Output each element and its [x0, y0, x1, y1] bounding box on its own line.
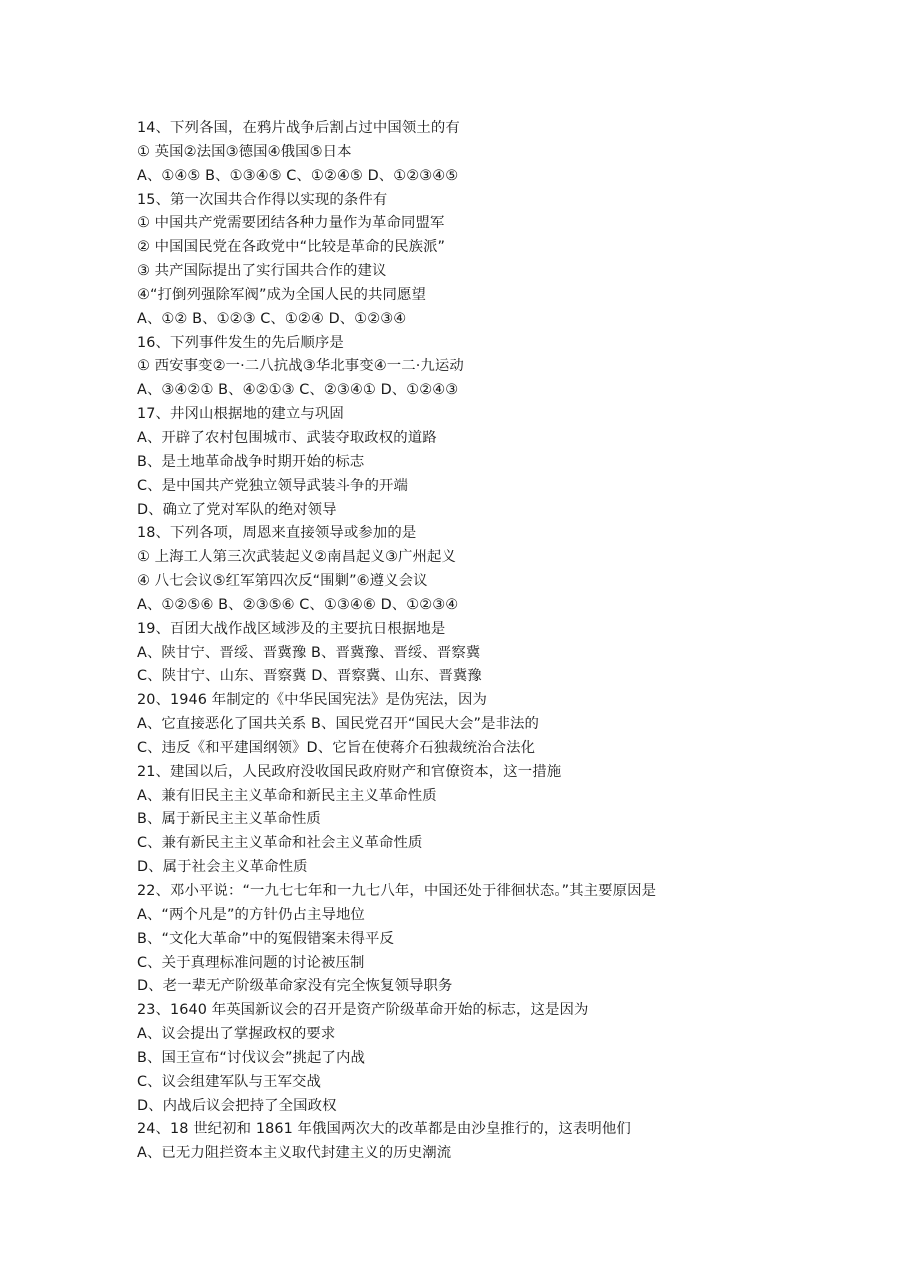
question-21-option-d: D、属于社会主义革命性质 [137, 859, 308, 876]
question-21-stem: 21、建国以后，人民政府没收国民政府财产和官僚资本，这一措施 [137, 763, 562, 780]
question-15-item-1: ① 中国共产党需要团结各种力量作为革命同盟军 [137, 215, 445, 232]
question-text-block [137, 117, 877, 1166]
question-14-options: A、①④⑤ B、①③④⑤ C、①②④⑤ D、①②③④⑤ [137, 167, 459, 184]
question-18-options: A、①②⑤⑥ B、②③⑤⑥ C、①③④⑥ D、①②③④ [137, 596, 459, 613]
question-17-option-b: B、是土地革命战争时期开始的标志 [137, 453, 365, 470]
question-23-stem: 23、1640 年英国新议会的召开是资产阶级革命开始的标志，这是因为 [137, 1002, 589, 1019]
question-14-stem: 14、下列各国，在鸦片战争后割占过中国领土的有 [137, 120, 460, 136]
question-17-option-d: D、确立了党对军队的绝对领导 [137, 501, 337, 518]
question-15-item-4: ④“打倒列强除军阀”成为全国人民的共同愿望 [137, 286, 426, 303]
question-14-items: ① 英国②法国③德国④俄国⑤日本 [137, 143, 352, 160]
question-22-option-d: D、老一辈无产阶级革命家没有完全恢复领导职务 [137, 978, 453, 995]
question-24-option-a: A、已无力阻拦资本主义取代封建主义的历史潮流 [137, 1145, 452, 1162]
question-20-options-cd: C、违反《和平建国纲领》D、它旨在使蒋介石独裁统治合法化 [137, 739, 536, 756]
question-18-items-1: ① 上海工人第三次武装起义②南昌起义③广州起义 [137, 549, 457, 566]
question-23-option-b: B、国王宣布“讨伐议会”挑起了内战 [137, 1049, 365, 1066]
question-22-option-c: C、关于真理标准问题的讨论被压制 [137, 954, 365, 971]
question-19-options-ab: A、陕甘宁、晋绥、晋冀豫 B、晋冀豫、晋绥、晋察冀 [137, 644, 481, 661]
question-21-option-b: B、属于新民主主义革命性质 [137, 811, 321, 828]
question-19-options-cd: C、陕甘宁、山东、晋察冀 D、晋察冀、山东、晋冀豫 [137, 668, 482, 685]
question-20-options-ab: A、它直接恶化了国共关系 B、国民党召开“国民大会”是非法的 [137, 716, 539, 733]
question-16-items: ① 西安事变②一·二八抗战③华北事变④一二·九运动 [137, 358, 464, 375]
question-20-stem: 20、1946 年制定的《中华民国宪法》是伪宪法，因为 [137, 692, 488, 709]
question-21-option-a: A、兼有旧民主主义革命和新民主主义革命性质 [137, 787, 437, 804]
question-17-option-c: C、是中国共产党独立领导武装斗争的开端 [137, 477, 408, 494]
question-18-stem: 18、下列各项，周恩来直接领导或参加的是 [137, 525, 417, 542]
question-23-option-a: A、议会提出了掌握政权的要求 [137, 1026, 336, 1043]
question-15-options: A、①② B、①②③ C、①②④ D、①②③④ [137, 310, 407, 327]
question-16-stem: 16、下列事件发生的先后顺序是 [137, 334, 344, 351]
question-15-item-2: ② 中国国民党在各政党中“比较是革命的民族派” [137, 239, 446, 256]
question-22-option-a: A、“两个凡是”的方针仍占主导地位 [137, 906, 365, 923]
question-22-option-b: B、“文化大革命”中的冤假错案未得平反 [137, 930, 394, 947]
question-18-items-2: ④ 八七会议⑤红军第四次反“围剿”⑥遵义会议 [137, 573, 428, 590]
question-23-option-d: D、内战后议会把持了全国政权 [137, 1097, 337, 1114]
question-19-stem: 19、百团大战作战区域涉及的主要抗日根据地是 [137, 620, 446, 637]
question-17-stem: 17、井冈山根据地的建立与巩固 [137, 406, 344, 423]
question-23-option-c: C、议会组建军队与王军交战 [137, 1073, 322, 1090]
question-24-stem: 24、18 世纪初和 1861 年俄国两次大的改革都是由沙皇推行的，这表明他们 [137, 1121, 631, 1138]
question-16-options: A、③④②① B、④②①③ C、②③④① D、①②④③ [137, 382, 459, 399]
question-15-item-3: ③ 共产国际提出了实行国共合作的建议 [137, 263, 387, 280]
question-15-stem: 15、第一次国共合作得以实现的条件有 [137, 191, 388, 208]
question-17-option-a: A、开辟了农村包围城市、武装夺取政权的道路 [137, 429, 437, 446]
question-21-option-c: C、兼有新民主主义革命和社会主义革命性质 [137, 835, 423, 852]
question-22-stem: 22、邓小平说：“一九七七年和一九七八年，中国还处于徘徊状态。”其主要原因是 [137, 883, 657, 899]
